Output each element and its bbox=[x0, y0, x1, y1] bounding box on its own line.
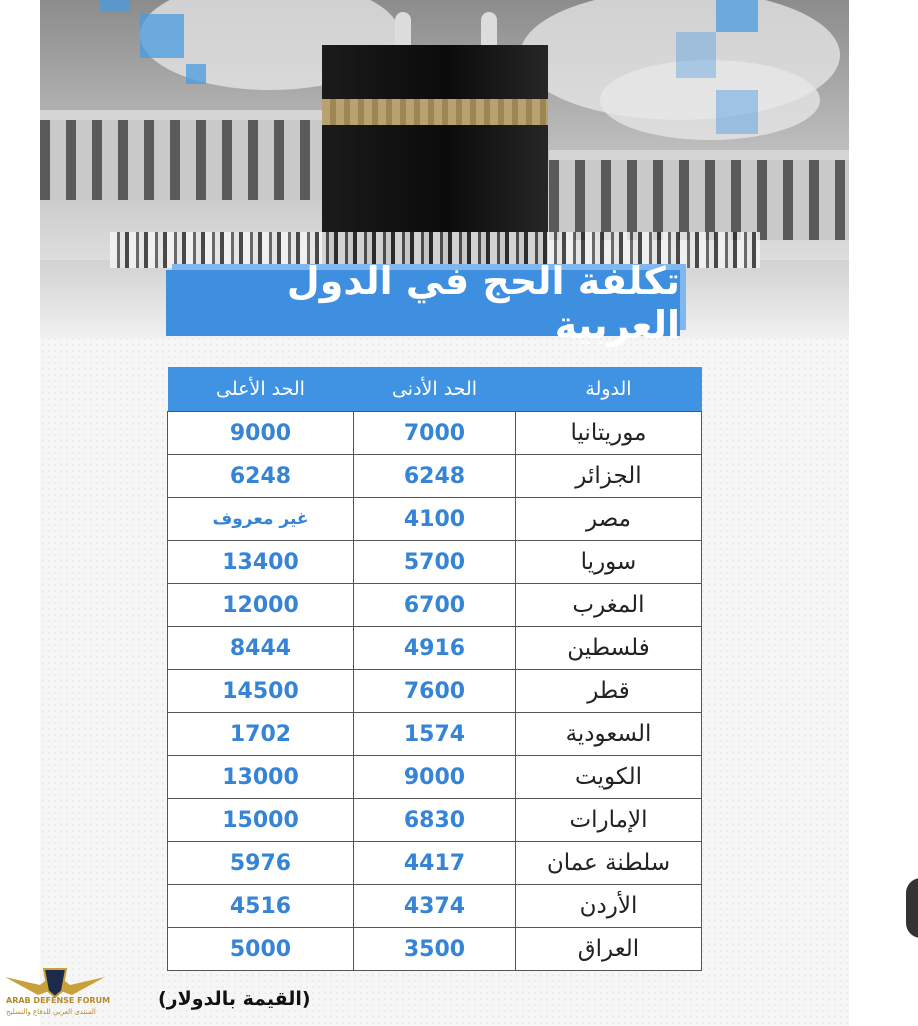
min-cost-cell: 6700 bbox=[354, 584, 516, 627]
table-row bbox=[168, 928, 702, 971]
min-cost-cell: 4100 bbox=[354, 498, 516, 541]
min-cost-cell: 4374 bbox=[354, 885, 516, 928]
min-cost-cell: 5700 bbox=[354, 541, 516, 584]
table-row bbox=[168, 842, 702, 885]
header-min: الحد الأدنى bbox=[354, 367, 516, 412]
min-cost-cell: 7600 bbox=[354, 670, 516, 713]
min-cost-cell: 7000 bbox=[354, 412, 516, 455]
max-cost-cell: 4516 bbox=[168, 885, 354, 928]
header-max: الحد الأعلى bbox=[168, 367, 354, 412]
header-country: الدولة bbox=[516, 367, 702, 412]
country-cell: مصر bbox=[516, 498, 702, 541]
max-cost-cell: 12000 bbox=[168, 584, 354, 627]
watermark-name: ARAB DEFENSE FORUM bbox=[6, 996, 111, 1005]
table-row bbox=[168, 455, 702, 498]
table-row bbox=[168, 584, 702, 627]
watermark-subtitle: المنتدى العربي للدفاع والتسليح bbox=[6, 1008, 96, 1016]
table-row bbox=[168, 885, 702, 928]
table-row bbox=[168, 541, 702, 584]
min-cost-cell: 9000 bbox=[354, 756, 516, 799]
country-cell: سوريا bbox=[516, 541, 702, 584]
country-cell: الأردن bbox=[516, 885, 702, 928]
infographic bbox=[40, 0, 849, 1026]
max-cost-cell: 8444 bbox=[168, 627, 354, 670]
max-cost-cell: 6248 bbox=[168, 455, 354, 498]
country-cell: المغرب bbox=[516, 584, 702, 627]
side-handle bbox=[906, 878, 918, 938]
table-row bbox=[168, 627, 702, 670]
page-title: تكلفة الحج في الدول العربية bbox=[286, 259, 680, 347]
max-cost-cell: 13000 bbox=[168, 756, 354, 799]
table-row bbox=[168, 799, 702, 842]
table-header-row bbox=[168, 367, 702, 412]
min-cost-cell: 4417 bbox=[354, 842, 516, 885]
min-cost-cell: 4916 bbox=[354, 627, 516, 670]
max-cost-cell: 9000 bbox=[168, 412, 354, 455]
max-cost-cell: 13400 bbox=[168, 541, 354, 584]
country-cell: الكويت bbox=[516, 756, 702, 799]
min-cost-cell: 1574 bbox=[354, 713, 516, 756]
colonnade-right bbox=[549, 150, 849, 240]
max-cost-cell: غير معروف bbox=[168, 498, 354, 541]
country-cell: فلسطين bbox=[516, 627, 702, 670]
country-cell: سلطنة عمان bbox=[516, 842, 702, 885]
max-cost-cell: 14500 bbox=[168, 670, 354, 713]
min-cost-cell: 6830 bbox=[354, 799, 516, 842]
country-cell: الإمارات bbox=[516, 799, 702, 842]
table-row bbox=[168, 670, 702, 713]
country-cell: الجزائر bbox=[516, 455, 702, 498]
table-row bbox=[168, 713, 702, 756]
max-cost-cell: 1702 bbox=[168, 713, 354, 756]
min-cost-cell: 6248 bbox=[354, 455, 516, 498]
country-cell: السعودية bbox=[516, 713, 702, 756]
table-row bbox=[168, 498, 702, 541]
country-cell: قطر bbox=[516, 670, 702, 713]
hajj-cost-table bbox=[167, 367, 702, 971]
title-banner bbox=[166, 259, 680, 347]
table-row bbox=[168, 412, 702, 455]
colonnade-left bbox=[40, 110, 340, 200]
table-row bbox=[168, 756, 702, 799]
max-cost-cell: 15000 bbox=[168, 799, 354, 842]
currency-footnote: (القيمة بالدولار) bbox=[158, 988, 311, 1010]
country-cell: موريتانيا bbox=[516, 412, 702, 455]
max-cost-cell: 5000 bbox=[168, 928, 354, 971]
country-cell: العراق bbox=[516, 928, 702, 971]
max-cost-cell: 5976 bbox=[168, 842, 354, 885]
min-cost-cell: 3500 bbox=[354, 928, 516, 971]
